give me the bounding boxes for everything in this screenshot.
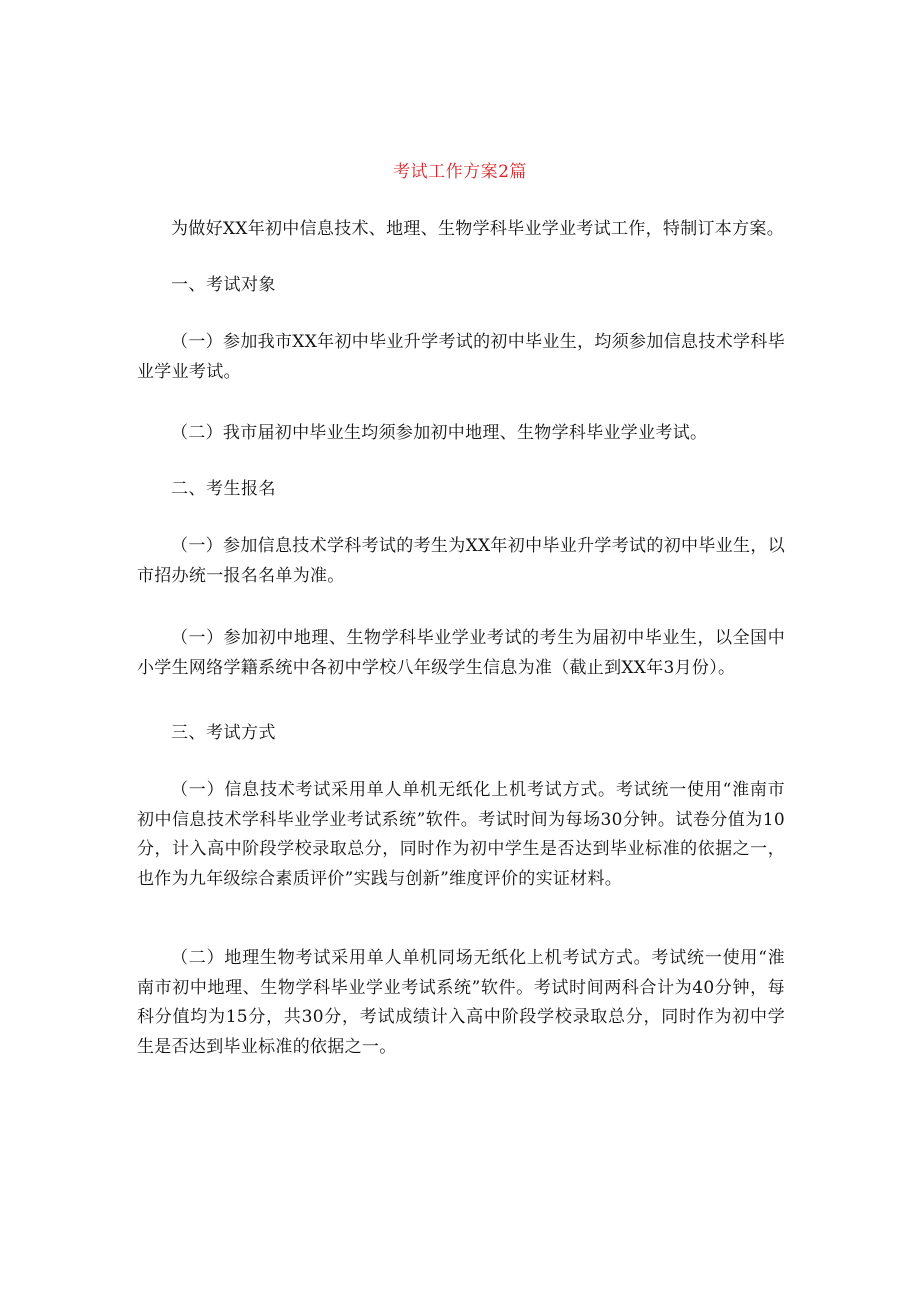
intro-paragraph: 为做好XX年初中信息技术、地理、生物学科毕业学业考试工作，特制订本方案。 xyxy=(171,219,785,239)
section-2-paragraph-1: （一）参加信息技术学科考试的考生为XX年初中毕业升学考试的初中毕业生，以市招办统一报名名单为准。 xyxy=(137,536,785,586)
section-3-paragraph-1: （一）信息技术考试采用单人单机无纸化上机考试方式。考试统一使用“淮南市初中信息技术学科毕业学业考试系统”软件。考试时间为每场30分钟。试卷分值为10分，计入高中阶段学校录取总分，同时作为初中学生是否达到毕业标准的依据之一，也作为九年级综合素质评价”实践与创新”维度评价的实证材料。 xyxy=(137,780,785,889)
section-heading-registration: 二、考生报名 xyxy=(171,479,276,499)
section-1-paragraph-2: （二）我市届初中毕业生均须参加初中地理、生物学科毕业学业考试。 xyxy=(171,423,708,443)
section-3-paragraph-2: （二）地理生物考试采用单人单机同场无纸化上机考试方式。考试统一使用“淮南市初中地理、生物学科毕业学业考试系统”软件。考试时间两科合计为40分钟，每科分值均为15分，共30分，考试成绩计入高中阶段学校录取总分，同时作为初中学生是否达到毕业标准的依据之一。 xyxy=(137,948,785,1057)
section-2-paragraph-2: （一）参加初中地理、生物学科毕业学业考试的考生为届初中毕业生，以全国中小学生网络学籍系统中各初中学校八年级学生信息为准（截止到XX年3月份）。 xyxy=(137,628,785,678)
section-heading-exam-method: 三、考试方式 xyxy=(171,723,276,743)
document-title: 考试工作方案2篇 xyxy=(393,162,527,182)
section-heading-exam-targets: 一、考试对象 xyxy=(171,275,276,295)
section-1-paragraph-1: （一）参加我市XX年初中毕业升学考试的初中毕业生，均须参加信息技术学科毕业学业考试。 xyxy=(137,332,785,382)
